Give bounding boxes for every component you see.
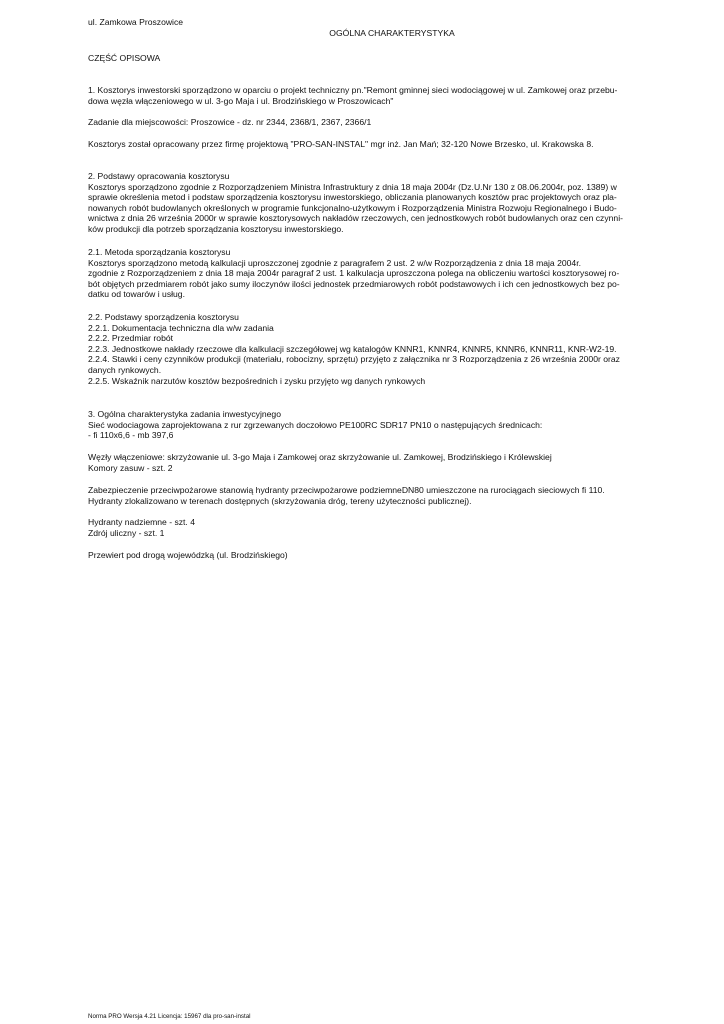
text-line: 2.2.5. Wskaźnik narzutów kosztów bezpośrednich i zysku przyjęto wg danych rynkowych xyxy=(88,375,426,386)
text-line: Zdrój uliczny - szt. 1 xyxy=(88,527,165,538)
section-heading: 2.1. Metoda sporządzania kosztorysu xyxy=(88,247,231,257)
text-line: Kosztorys sporządzono zgodnie z Rozporządzeniem Ministra Infrastruktury z dnia 18 maja 2004r (Dz.U.Nr 130 z 08.06.2004r, poz. 1389) w xyxy=(88,181,617,192)
text-line: nowanych robót budowlanych określonych w programie funkcjonalno-użytkowym i Rozporządzenia Ministra Rozwoju Regionalnego i Budo- xyxy=(88,202,617,213)
text-line: - fi 110x6,6 - mb 397,6 xyxy=(88,430,174,441)
paragraph-nodes xyxy=(88,452,696,473)
paragraph-author: Kosztorys został opracowany przez firmę projektową "PRO-SAN-INSTAL" mgr inż. Jan Mań; 32-120 Nowe Brzesko, ul. Krakowska 8. xyxy=(88,139,594,149)
header-location: ul. Zamkowa Proszowice xyxy=(88,17,184,27)
text-line: dowa węzła włączeniowego w ul. 3-go Maja i ul. Brodzińskiego w Proszowicach" xyxy=(88,95,394,106)
text-line: Zabezpieczenie przeciwpożarowe stanowią hydranty przeciwpożarowe podziemneDN80 umieszczone na rurociągach sieciowych fi 110. xyxy=(88,485,605,495)
text-line: 2.2.2. Przedmiar robót xyxy=(88,333,174,344)
section-2 xyxy=(88,171,696,235)
text-line: 2.2.4. Stawki i ceny czynników produkcji (materiału, robocizny, sprzętu) przyjęto z załącznika nr 3 Rozporządzenia z 26 września 2000r oraz xyxy=(88,354,620,365)
text-line: sprawie określenia metod i podstaw sporządzenia kosztorysu inwestorskiego, obliczania planowanych kosztów prac projektowych oraz pla- xyxy=(88,192,617,203)
text-line: Węzły włączeniowe: skrzyżowanie ul. 3-go Maja i Zamkowej oraz skrzyżowanie ul. Zamkowej, Brodzińskiego i Królewskiej xyxy=(88,452,552,462)
section-2-2 xyxy=(88,312,696,386)
section-heading: 3. Ogólna charakterystyka zadania inwestycyjnego xyxy=(88,409,281,419)
text-line: 1. Kosztorys inwestorski sporządzono w oparciu o projekt techniczny pn."Remont gminnej sieci wodociągowej w ul. Zamkowej oraz przebu- xyxy=(88,85,618,95)
text-line: datku od towarów i usług. xyxy=(88,289,185,300)
paragraph-fire-protection xyxy=(88,485,696,506)
text-line: ków produkcji dla potrzeb sporządzania kosztorysu inwestorskiego. xyxy=(88,223,344,234)
text-line: wnictwa z dnia 26 września 2000r w sprawie kosztorysowych nakładów rzeczowych, cen jednostkowych robót budowlanych oraz cen czynni- xyxy=(88,213,623,224)
text-line: Hydranty zlokalizowano w terenach dostępnych (skrzyżowania dróg, tereny użyteczności publicznej). xyxy=(88,495,472,506)
section-heading: 2.2. Podstawy sporządzenia kosztorysu xyxy=(88,312,239,322)
text-line: zgodnie z Rozporządzeniem z dnia 18 maja 2004r paragraf 2 ust. 1 kalkulacja uproszczona polega na obliczeniu wartości kosztorysowej ro- xyxy=(88,268,620,279)
text-line: Hydranty nadziemne - szt. 4 xyxy=(88,517,195,527)
text-line: danych rynkowych. xyxy=(88,364,162,375)
paragraph-project xyxy=(88,85,696,106)
paragraph-hydrants xyxy=(88,517,696,538)
section-title: CZĘŚĆ OPISOWA xyxy=(88,53,161,63)
section-3 xyxy=(88,409,696,441)
paragraph-location: Zadanie dla miejscowości: Proszowice - dz. nr 2344, 2368/1, 2367, 2366/1 xyxy=(88,117,372,127)
paragraph-road-crossing: Przewiert pod drogą wojewódzką (ul. Brodzińskiego) xyxy=(88,550,288,560)
text-line: Komory zasuw - szt. 2 xyxy=(88,462,173,473)
document-title: OGÓLNA CHARAKTERYSTYKA xyxy=(329,28,455,38)
text-line: bót objętych przedmiarem robót jako sumy iloczynów ilości jednostek przedmiarowych robót podstawowych i ich cen jednostkowych bez po- xyxy=(88,278,620,289)
section-heading: 2. Podstawy opracowania kosztorysu xyxy=(88,171,230,181)
text-line: 2.2.1. Dokumentacja techniczna dla w/w zadania xyxy=(88,322,274,333)
section-2-1 xyxy=(88,247,696,300)
text-line: 2.2.3. Jednostkowe nakłady rzeczowe dla kalkulacji szczegółowej wg katalogów KNNR1, KNNR4, KNNR5, KNNR6, KNNR11, KNR-W2-19. xyxy=(88,343,617,354)
text-line: Kosztorys sporządzono metodą kalkulacji uproszczonej zgodnie z paragrafem 2 ust. 2 w/w Rozporządzenia z dnia 18 maja 2004r. xyxy=(88,257,581,268)
footer-license: Norma PRO Wersja 4.21 Licencja: 15967 dla pro-san-instal xyxy=(88,1013,251,1020)
text-line: Sieć wodociagowa zaprojektowana z rur zgrzewanych doczołowo PE100RC SDR17 PN10 o następujących średnicach: xyxy=(88,419,543,430)
